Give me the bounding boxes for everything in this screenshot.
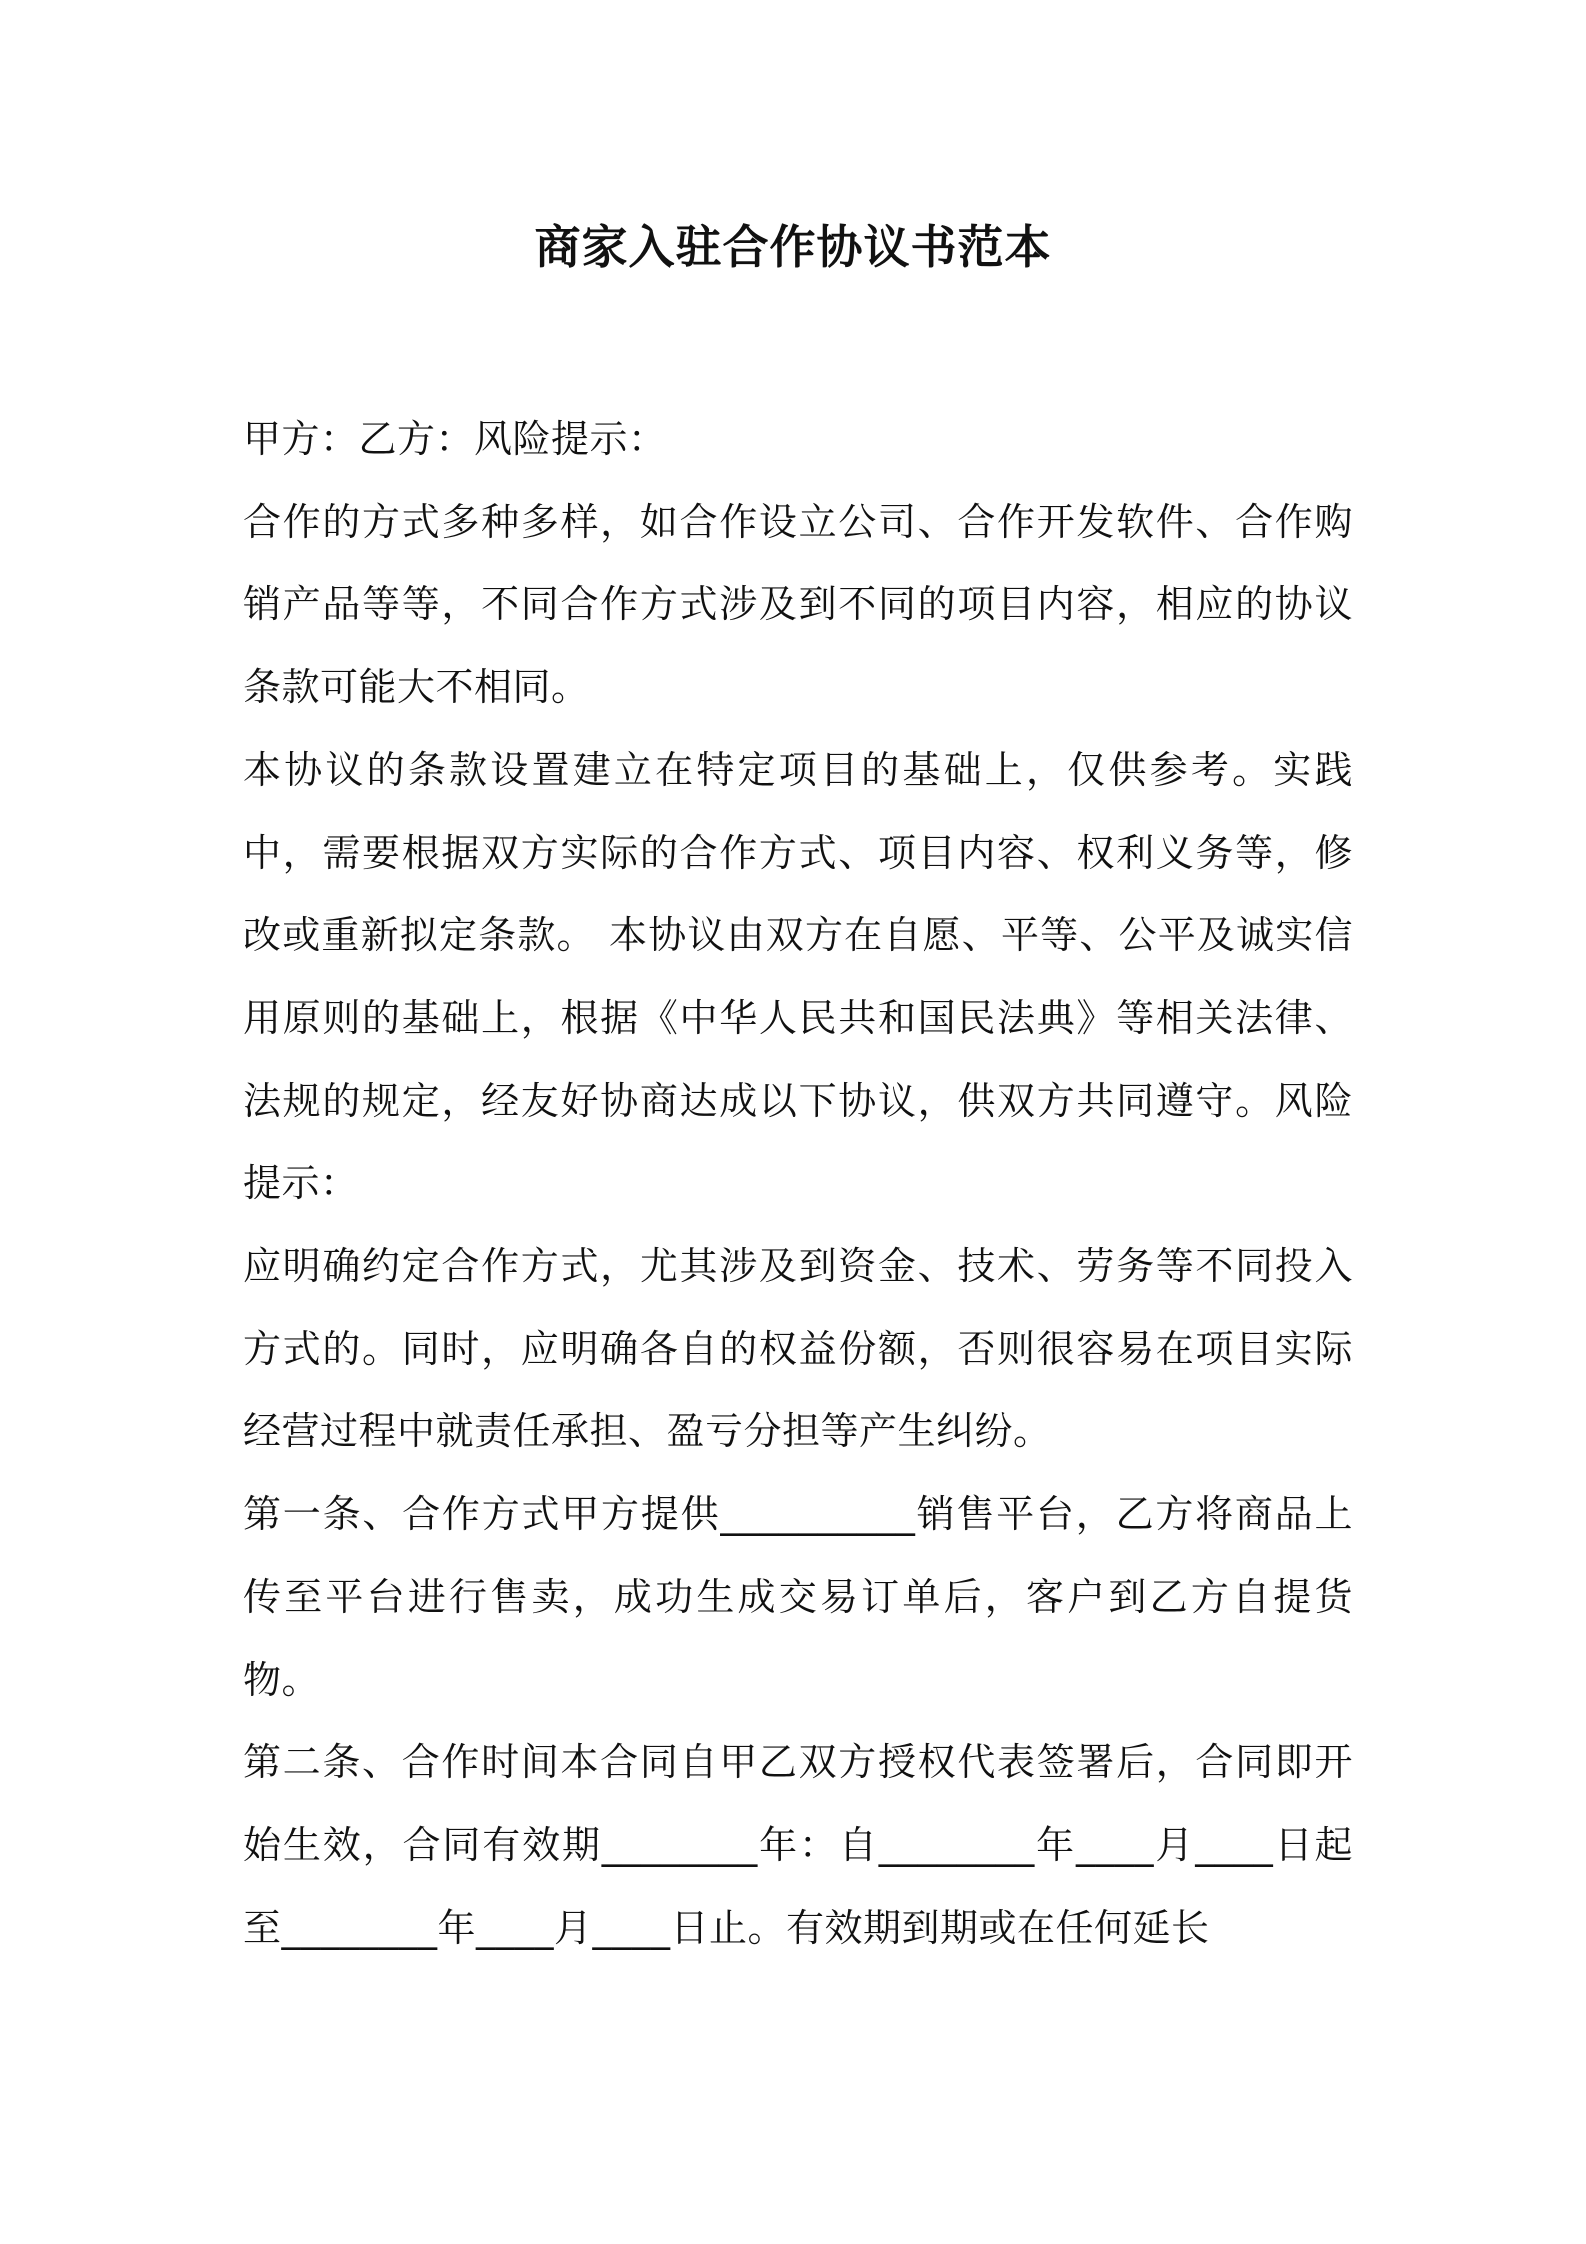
article-1-cooperation-method: 第一条、合作方式甲方提供__________销售平台，乙方将商品上传至平台进行售卖，成功生成交易订单后，客户到乙方自提货物。	[243, 1492, 1353, 1702]
article-2-cooperation-period: 第二条、合作时间本合同自甲乙双方授权代表签署后，合同即开始生效，合同有效期________年：自________年____月____日起至________年____月____日止。有效期到期或在任何延长	[243, 1740, 1353, 1950]
document-body	[243, 398, 1353, 1969]
paragraph-agreement-basis: 本协议的条款设置建立在特定项目的基础上，仅供参考。实践中，需要根据双方实际的合作方式、项目内容、权利义务等，修改或重新拟定条款。 本协议由双方在自愿、平等、公平及诚实信用原则的基础上，根据《中华人民共和国民法典》等相关法律、法规的规定，经友好协商达成以下协议，供双方共同遵守。风险提示：	[243, 747, 1353, 1206]
parties-line: 甲方：乙方：风险提示：	[243, 417, 667, 461]
document-title: 商家入驻合作协议书范本	[534, 220, 1052, 274]
paragraph-risk-note: 应明确约定合作方式，尤其涉及到资金、技术、劳务等不同投入方式的。同时，应明确各自的权益份额，否则很容易在项目实际经营过程中就责任承担、盈亏分担等产生纠纷。	[243, 1244, 1353, 1454]
paragraph-cooperation-methods: 合作的方式多种多样，如合作设立公司、合作开发软件、合作购销产品等等，不同合作方式涉及到不同的项目内容，相应的协议条款可能大不相同。	[243, 499, 1353, 710]
